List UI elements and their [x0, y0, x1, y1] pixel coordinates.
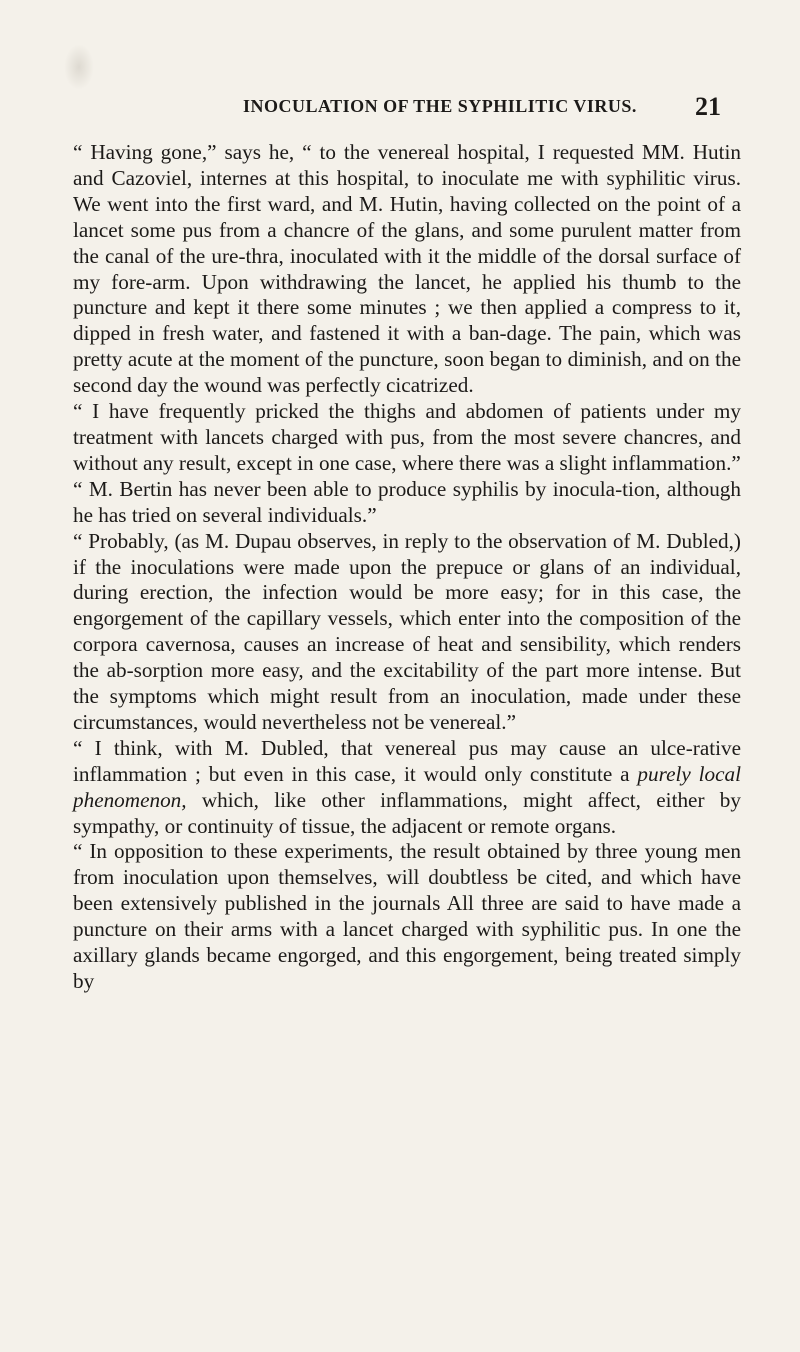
paragraph-text: “ I think, with M. Dubled, that venereal pus may cause an ulce-rative inflammation ; but even in this case, it would only constitute a: [73, 735, 741, 786]
paragraph-text: which, like other inflammations, might affect, either by sympathy, or continuity of tissue, the adjacent or remote organs.: [73, 787, 741, 838]
paragraph-text: “ M. Bertin has never been able to produce syphilis by inocula-tion, although he has tried on several individuals.”: [73, 476, 741, 527]
paragraph: [73, 529, 741, 736]
body-text: [73, 140, 741, 995]
paragraph-text: “ I have frequently pricked the thighs and abdomen of patients under my treatment with lancets charged with pus, from the most severe chancres, and without any result, except in one case, where there was a slight inflammation.”: [73, 399, 741, 475]
paragraph-text: “ In opposition to these experiments, the result obtained by three young men from inoculation upon themselves, will doubtless be cited, and which have been extensively published in the journals All three are said to have made a puncture on their arms with a lancet charged with syphilitic pus. In one the axillary glands became engorged, and this engorgement, being treated simply by: [73, 839, 741, 993]
running-title: INOCULATION OF THE SYPHILITIC VIRUS.: [243, 96, 637, 116]
page-number: 21: [695, 92, 721, 121]
italic-phrase: purely local phenomenon,: [73, 761, 741, 812]
page-header: [0, 92, 800, 128]
paragraph: [73, 477, 741, 529]
paragraph: [73, 736, 741, 840]
paragraph: [73, 140, 741, 399]
paragraph: [73, 839, 741, 994]
paragraph: [73, 399, 741, 477]
paragraph-text: “ Probably, (as M. Dupau observes, in reply to the observation of M. Dubled,) if the inoculations were made upon the prepuce or glans of an individual, during erection, the infection would be more easy; for in this case, the engorgement of the capillary vessels, which enter into the composition of the corpora cavernosa, causes an increase of heat and sensibility, which renders the ab-sorption more easy, and the excitability of the part more intense. But the symptoms which might result from an inoculation, made under these circumstances, would nevertheless not be venereal.”: [73, 528, 741, 734]
paragraph-text: “ Having gone,” says he, “ to the venereal hospital, I requested MM. Hutin and Cazoviel, internes at this hospital, to inoculate me with syphilitic virus. We went into the first ward, and M. Hutin, having collected on the point of a lancet some pus from a chancre of the glans, and some purulent matter from the canal of the ure-thra, inoculated with it the middle of the dorsal surface of my fore-arm. Upon withdrawing the lancet, he applied his thumb to the puncture and kept it there some minutes ; we then applied a compress to it, dipped in fresh water, and fastened it with a ban-dage. The pain, which was pretty acute at the moment of the puncture, soon began to diminish, and on the second day the wound was perfectly cicatrized.: [73, 140, 741, 398]
paper-stain: [64, 44, 94, 90]
